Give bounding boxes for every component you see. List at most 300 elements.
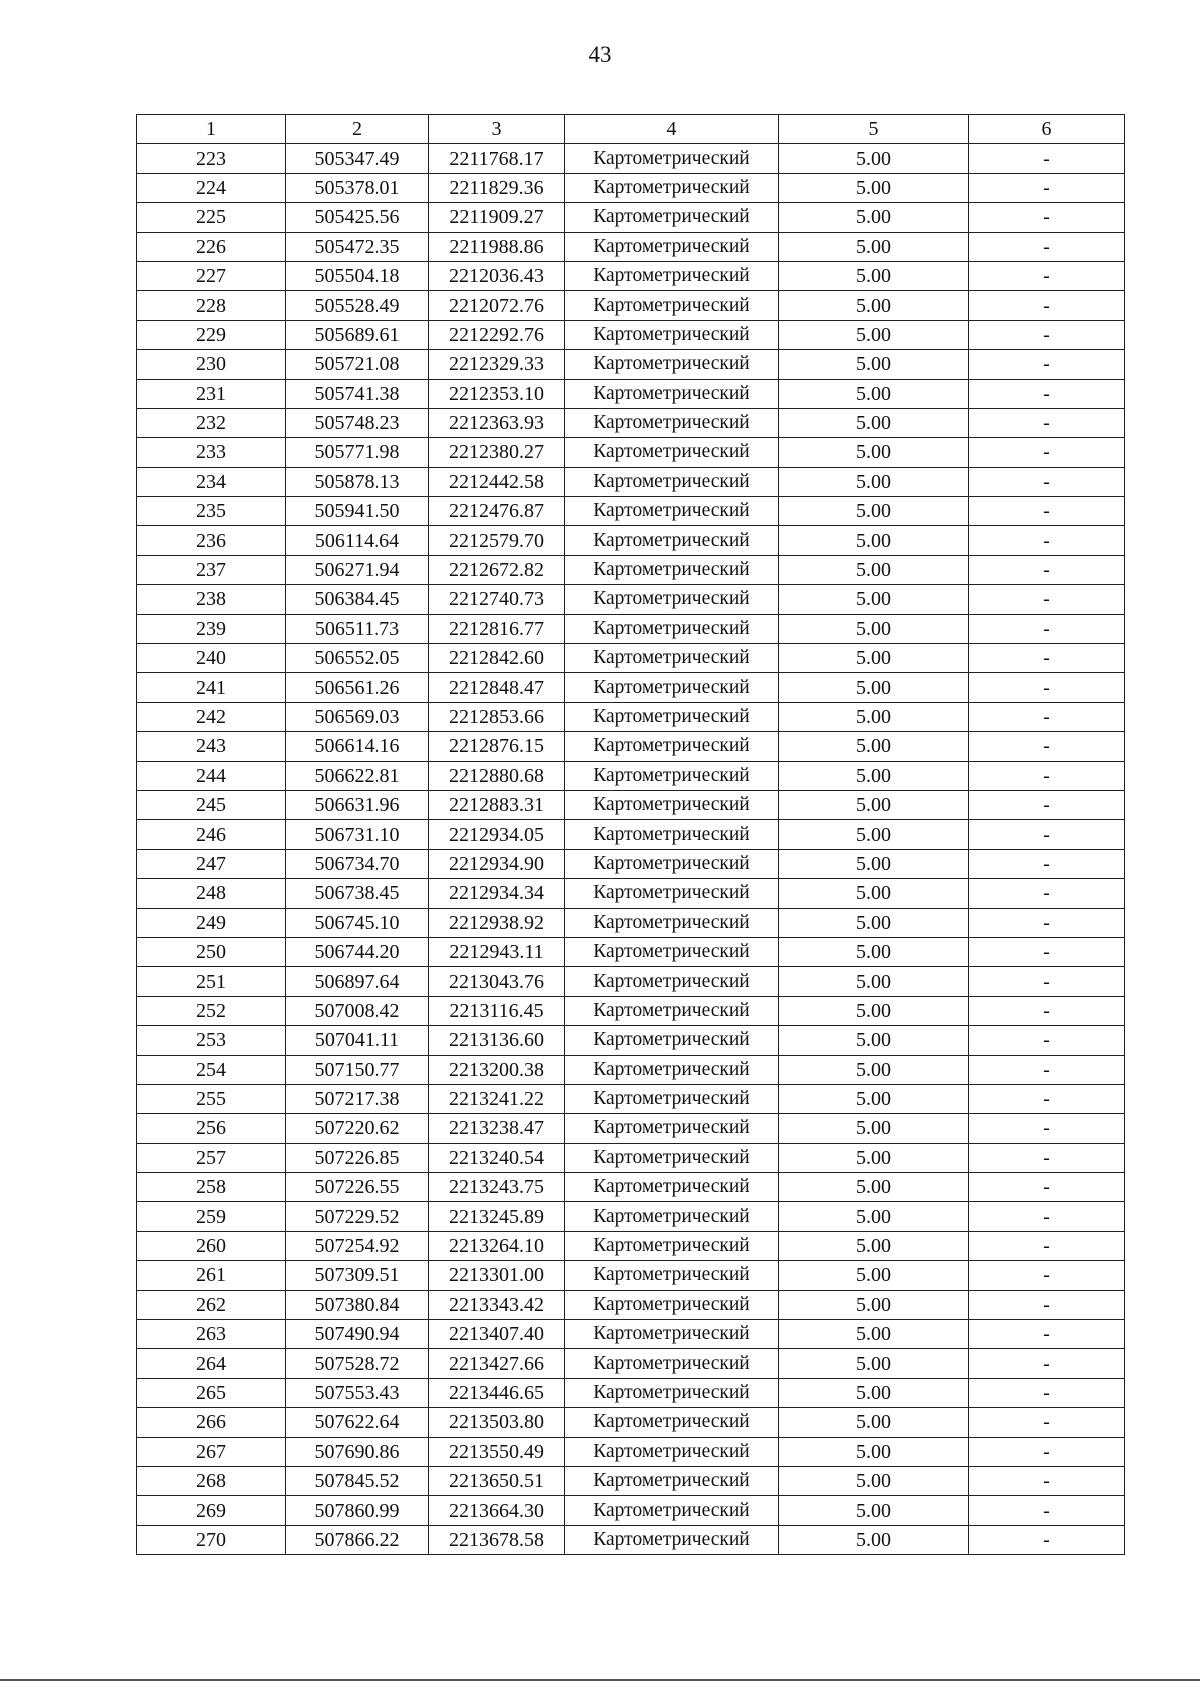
x-coordinate-cell: 506384.45 [286,585,429,614]
y-coordinate-cell: 2213116.45 [429,996,565,1025]
x-coordinate-cell: 505721.08 [286,350,429,379]
description-cell: - [969,467,1125,496]
y-coordinate-cell: 2212876.15 [429,732,565,761]
point-number-cell: 260 [137,1231,286,1260]
header-cell-6: 6 [969,115,1125,144]
table-row [137,203,1125,232]
accuracy-cell: 5.00 [779,1466,969,1495]
y-coordinate-cell: 2213650.51 [429,1466,565,1495]
description-cell: - [969,1466,1125,1495]
method-cell: Картометрический [565,1055,779,1084]
y-coordinate-cell: 2213550.49 [429,1437,565,1466]
point-number-cell: 250 [137,937,286,966]
y-coordinate-cell: 2212579.70 [429,526,565,555]
description-cell: - [969,408,1125,437]
description-cell: - [969,820,1125,849]
x-coordinate-cell: 507309.51 [286,1261,429,1290]
x-coordinate-cell: 505941.50 [286,497,429,526]
y-coordinate-cell: 2211909.27 [429,203,565,232]
accuracy-cell: 5.00 [779,1378,969,1407]
accuracy-cell: 5.00 [779,820,969,849]
x-coordinate-cell: 506622.81 [286,761,429,790]
accuracy-cell: 5.00 [779,408,969,437]
header-cell-2: 2 [286,115,429,144]
y-coordinate-cell: 2212934.34 [429,879,565,908]
accuracy-cell: 5.00 [779,1114,969,1143]
accuracy-cell: 5.00 [779,732,969,761]
table-row [137,1290,1125,1319]
accuracy-cell: 5.00 [779,173,969,202]
method-cell: Картометрический [565,144,779,173]
x-coordinate-cell: 507220.62 [286,1114,429,1143]
accuracy-cell: 5.00 [779,1084,969,1113]
accuracy-cell: 5.00 [779,291,969,320]
y-coordinate-cell: 2212853.66 [429,702,565,731]
y-coordinate-cell: 2213238.47 [429,1114,565,1143]
point-number-cell: 242 [137,702,286,731]
point-number-cell: 237 [137,555,286,584]
method-cell: Картометрический [565,1349,779,1378]
description-cell: - [969,790,1125,819]
accuracy-cell: 5.00 [779,908,969,937]
method-cell: Картометрический [565,350,779,379]
accuracy-cell: 5.00 [779,1055,969,1084]
table-row [137,232,1125,261]
table-row [137,1143,1125,1172]
accuracy-cell: 5.00 [779,1320,969,1349]
x-coordinate-cell: 507254.92 [286,1231,429,1260]
accuracy-cell: 5.00 [779,937,969,966]
description-cell: - [969,232,1125,261]
table-row [137,438,1125,467]
y-coordinate-cell: 2213043.76 [429,967,565,996]
x-coordinate-cell: 505425.56 [286,203,429,232]
description-cell: - [969,1026,1125,1055]
method-cell: Картометрический [565,644,779,673]
description-cell: - [969,261,1125,290]
method-cell: Картометрический [565,879,779,908]
point-number-cell: 231 [137,379,286,408]
x-coordinate-cell: 507226.85 [286,1143,429,1172]
method-cell: Картометрический [565,555,779,584]
method-cell: Картометрический [565,467,779,496]
point-number-cell: 233 [137,438,286,467]
x-coordinate-cell: 507490.94 [286,1320,429,1349]
accuracy-cell: 5.00 [779,232,969,261]
y-coordinate-cell: 2212072.76 [429,291,565,320]
point-number-cell: 227 [137,261,286,290]
x-coordinate-cell: 507229.52 [286,1202,429,1231]
point-number-cell: 255 [137,1084,286,1113]
point-number-cell: 239 [137,614,286,643]
method-cell: Картометрический [565,761,779,790]
header-cell-3: 3 [429,115,565,144]
description-cell: - [969,1055,1125,1084]
accuracy-cell: 5.00 [779,761,969,790]
x-coordinate-cell: 506511.73 [286,614,429,643]
method-cell: Картометрический [565,673,779,702]
point-number-cell: 243 [137,732,286,761]
method-cell: Картометрический [565,408,779,437]
description-cell: - [969,702,1125,731]
method-cell: Картометрический [565,1114,779,1143]
point-number-cell: 236 [137,526,286,555]
table-row [137,1437,1125,1466]
method-cell: Картометрический [565,967,779,996]
method-cell: Картометрический [565,1143,779,1172]
y-coordinate-cell: 2212442.58 [429,467,565,496]
accuracy-cell: 5.00 [779,1349,969,1378]
accuracy-cell: 5.00 [779,438,969,467]
table-row [137,1525,1125,1554]
table-header [137,115,1125,144]
point-number-cell: 254 [137,1055,286,1084]
method-cell: Картометрический [565,1378,779,1407]
description-cell: - [969,644,1125,673]
accuracy-cell: 5.00 [779,585,969,614]
point-number-cell: 246 [137,820,286,849]
accuracy-cell: 5.00 [779,1525,969,1554]
description-cell: - [969,879,1125,908]
y-coordinate-cell: 2212842.60 [429,644,565,673]
point-number-cell: 230 [137,350,286,379]
x-coordinate-cell: 505741.38 [286,379,429,408]
x-coordinate-cell: 505528.49 [286,291,429,320]
table-row [137,1231,1125,1260]
point-number-cell: 270 [137,1525,286,1554]
description-cell: - [969,1084,1125,1113]
accuracy-cell: 5.00 [779,879,969,908]
description-cell: - [969,320,1125,349]
table-row [137,1496,1125,1525]
x-coordinate-cell: 507866.22 [286,1525,429,1554]
method-cell: Картометрический [565,1173,779,1202]
x-coordinate-cell: 506731.10 [286,820,429,849]
page-number: 43 [588,42,612,67]
method-cell: Картометрический [565,937,779,966]
method-cell: Картометрический [565,1290,779,1319]
x-coordinate-cell: 506552.05 [286,644,429,673]
accuracy-cell: 5.00 [779,555,969,584]
table-row [137,144,1125,173]
y-coordinate-cell: 2211768.17 [429,144,565,173]
accuracy-cell: 5.00 [779,1496,969,1525]
y-coordinate-cell: 2213664.30 [429,1496,565,1525]
description-cell: - [969,1114,1125,1143]
table-row [137,820,1125,849]
description-cell: - [969,526,1125,555]
point-number-cell: 224 [137,173,286,202]
table-row [137,1173,1125,1202]
method-cell: Картометрический [565,820,779,849]
method-cell: Картометрический [565,1026,779,1055]
method-cell: Картометрический [565,379,779,408]
y-coordinate-cell: 2213240.54 [429,1143,565,1172]
point-number-cell: 249 [137,908,286,937]
point-number-cell: 253 [137,1026,286,1055]
x-coordinate-cell: 507150.77 [286,1055,429,1084]
y-coordinate-cell: 2213678.58 [429,1525,565,1554]
method-cell: Картометрический [565,1496,779,1525]
table-row [137,702,1125,731]
method-cell: Картометрический [565,849,779,878]
method-cell: Картометрический [565,1202,779,1231]
method-cell: Картометрический [565,291,779,320]
description-cell: - [969,1408,1125,1437]
header-cell-5: 5 [779,115,969,144]
y-coordinate-cell: 2213301.00 [429,1261,565,1290]
method-cell: Картометрический [565,996,779,1025]
accuracy-cell: 5.00 [779,1290,969,1319]
x-coordinate-cell: 507380.84 [286,1290,429,1319]
method-cell: Картометрический [565,585,779,614]
x-coordinate-cell: 507845.52 [286,1466,429,1495]
table-row [137,585,1125,614]
table-row [137,350,1125,379]
table-row [137,291,1125,320]
method-cell: Картометрический [565,1231,779,1260]
point-number-cell: 256 [137,1114,286,1143]
y-coordinate-cell: 2212353.10 [429,379,565,408]
method-cell: Картометрический [565,790,779,819]
x-coordinate-cell: 507217.38 [286,1084,429,1113]
point-number-cell: 261 [137,1261,286,1290]
accuracy-cell: 5.00 [779,379,969,408]
y-coordinate-cell: 2211988.86 [429,232,565,261]
y-coordinate-cell: 2212880.68 [429,761,565,790]
description-cell: - [969,203,1125,232]
description-cell: - [969,1290,1125,1319]
header-cell-4: 4 [565,115,779,144]
y-coordinate-cell: 2212740.73 [429,585,565,614]
table-row [137,1408,1125,1437]
y-coordinate-cell: 2212476.87 [429,497,565,526]
accuracy-cell: 5.00 [779,497,969,526]
y-coordinate-cell: 2212934.05 [429,820,565,849]
description-cell: - [969,1437,1125,1466]
table-row [137,761,1125,790]
y-coordinate-cell: 2212036.43 [429,261,565,290]
coordinates-table [136,114,1125,1555]
description-cell: - [969,379,1125,408]
description-cell: - [969,1173,1125,1202]
y-coordinate-cell: 2212848.47 [429,673,565,702]
table-row [137,1114,1125,1143]
table-row [137,1466,1125,1495]
accuracy-cell: 5.00 [779,1202,969,1231]
x-coordinate-cell: 507528.72 [286,1349,429,1378]
table-row [137,879,1125,908]
point-number-cell: 257 [137,1143,286,1172]
table-row [137,644,1125,673]
method-cell: Картометрический [565,203,779,232]
table-row [137,1084,1125,1113]
x-coordinate-cell: 507553.43 [286,1378,429,1407]
method-cell: Картометрический [565,1466,779,1495]
y-coordinate-cell: 2213343.42 [429,1290,565,1319]
description-cell: - [969,908,1125,937]
y-coordinate-cell: 2213243.75 [429,1173,565,1202]
description-cell: - [969,967,1125,996]
description-cell: - [969,1496,1125,1525]
x-coordinate-cell: 506897.64 [286,967,429,996]
accuracy-cell: 5.00 [779,1261,969,1290]
accuracy-cell: 5.00 [779,467,969,496]
x-coordinate-cell: 506114.64 [286,526,429,555]
point-number-cell: 247 [137,849,286,878]
point-number-cell: 232 [137,408,286,437]
x-coordinate-cell: 507690.86 [286,1437,429,1466]
y-coordinate-cell: 2211829.36 [429,173,565,202]
x-coordinate-cell: 507622.64 [286,1408,429,1437]
description-cell: - [969,732,1125,761]
table-row [137,1349,1125,1378]
accuracy-cell: 5.00 [779,1173,969,1202]
table-row [137,1378,1125,1407]
description-cell: - [969,761,1125,790]
table-row [137,173,1125,202]
description-cell: - [969,937,1125,966]
method-cell: Картометрический [565,702,779,731]
table-body [137,144,1125,1555]
table-row [137,526,1125,555]
accuracy-cell: 5.00 [779,967,969,996]
table-row [137,1320,1125,1349]
accuracy-cell: 5.00 [779,203,969,232]
x-coordinate-cell: 505347.49 [286,144,429,173]
y-coordinate-cell: 2213136.60 [429,1026,565,1055]
point-number-cell: 265 [137,1378,286,1407]
y-coordinate-cell: 2213264.10 [429,1231,565,1260]
point-number-cell: 245 [137,790,286,819]
point-number-cell: 225 [137,203,286,232]
y-coordinate-cell: 2213200.38 [429,1055,565,1084]
method-cell: Картометрический [565,320,779,349]
x-coordinate-cell: 507226.55 [286,1173,429,1202]
method-cell: Картометрический [565,261,779,290]
table-row [137,1202,1125,1231]
description-cell: - [969,555,1125,584]
method-cell: Картометрический [565,1320,779,1349]
method-cell: Картометрический [565,1437,779,1466]
point-number-cell: 229 [137,320,286,349]
x-coordinate-cell: 506734.70 [286,849,429,878]
x-coordinate-cell: 506744.20 [286,937,429,966]
accuracy-cell: 5.00 [779,849,969,878]
method-cell: Картометрический [565,1261,779,1290]
accuracy-cell: 5.00 [779,1231,969,1260]
x-coordinate-cell: 505378.01 [286,173,429,202]
accuracy-cell: 5.00 [779,144,969,173]
point-number-cell: 266 [137,1408,286,1437]
point-number-cell: 241 [137,673,286,702]
x-coordinate-cell: 505771.98 [286,438,429,467]
description-cell: - [969,1261,1125,1290]
header-row [137,115,1125,144]
description-cell: - [969,1378,1125,1407]
header-cell-1: 1 [137,115,286,144]
method-cell: Картометрический [565,614,779,643]
y-coordinate-cell: 2212380.27 [429,438,565,467]
method-cell: Картометрический [565,908,779,937]
point-number-cell: 244 [137,761,286,790]
method-cell: Картометрический [565,232,779,261]
accuracy-cell: 5.00 [779,350,969,379]
x-coordinate-cell: 506614.16 [286,732,429,761]
bottom-divider [0,1679,1200,1681]
table-row [137,467,1125,496]
accuracy-cell: 5.00 [779,261,969,290]
point-number-cell: 226 [137,232,286,261]
accuracy-cell: 5.00 [779,1408,969,1437]
x-coordinate-cell: 506631.96 [286,790,429,819]
method-cell: Картометрический [565,173,779,202]
table-row [137,996,1125,1025]
description-cell: - [969,438,1125,467]
y-coordinate-cell: 2212363.93 [429,408,565,437]
description-cell: - [969,849,1125,878]
table-row [137,497,1125,526]
x-coordinate-cell: 507860.99 [286,1496,429,1525]
table-row [137,849,1125,878]
y-coordinate-cell: 2213503.80 [429,1408,565,1437]
description-cell: - [969,1202,1125,1231]
table-row [137,261,1125,290]
point-number-cell: 223 [137,144,286,173]
method-cell: Картометрический [565,1525,779,1554]
point-number-cell: 268 [137,1466,286,1495]
description-cell: - [969,497,1125,526]
y-coordinate-cell: 2212672.82 [429,555,565,584]
point-number-cell: 259 [137,1202,286,1231]
point-number-cell: 248 [137,879,286,908]
x-coordinate-cell: 505504.18 [286,261,429,290]
accuracy-cell: 5.00 [779,320,969,349]
table-row [137,790,1125,819]
x-coordinate-cell: 506561.26 [286,673,429,702]
x-coordinate-cell: 506271.94 [286,555,429,584]
accuracy-cell: 5.00 [779,1026,969,1055]
accuracy-cell: 5.00 [779,1437,969,1466]
description-cell: - [969,173,1125,202]
x-coordinate-cell: 505878.13 [286,467,429,496]
table-row [137,732,1125,761]
description-cell: - [969,1320,1125,1349]
table-row [137,937,1125,966]
point-number-cell: 235 [137,497,286,526]
accuracy-cell: 5.00 [779,644,969,673]
table-row [137,1055,1125,1084]
y-coordinate-cell: 2213245.89 [429,1202,565,1231]
point-number-cell: 228 [137,291,286,320]
accuracy-cell: 5.00 [779,996,969,1025]
table-row [137,555,1125,584]
table-row [137,408,1125,437]
description-cell: - [969,144,1125,173]
x-coordinate-cell: 507008.42 [286,996,429,1025]
y-coordinate-cell: 2213407.40 [429,1320,565,1349]
method-cell: Картометрический [565,1408,779,1437]
x-coordinate-cell: 505748.23 [286,408,429,437]
table-row [137,673,1125,702]
method-cell: Картометрический [565,732,779,761]
accuracy-cell: 5.00 [779,673,969,702]
table-row [137,908,1125,937]
point-number-cell: 240 [137,644,286,673]
method-cell: Картометрический [565,497,779,526]
x-coordinate-cell: 505472.35 [286,232,429,261]
y-coordinate-cell: 2212943.11 [429,937,565,966]
